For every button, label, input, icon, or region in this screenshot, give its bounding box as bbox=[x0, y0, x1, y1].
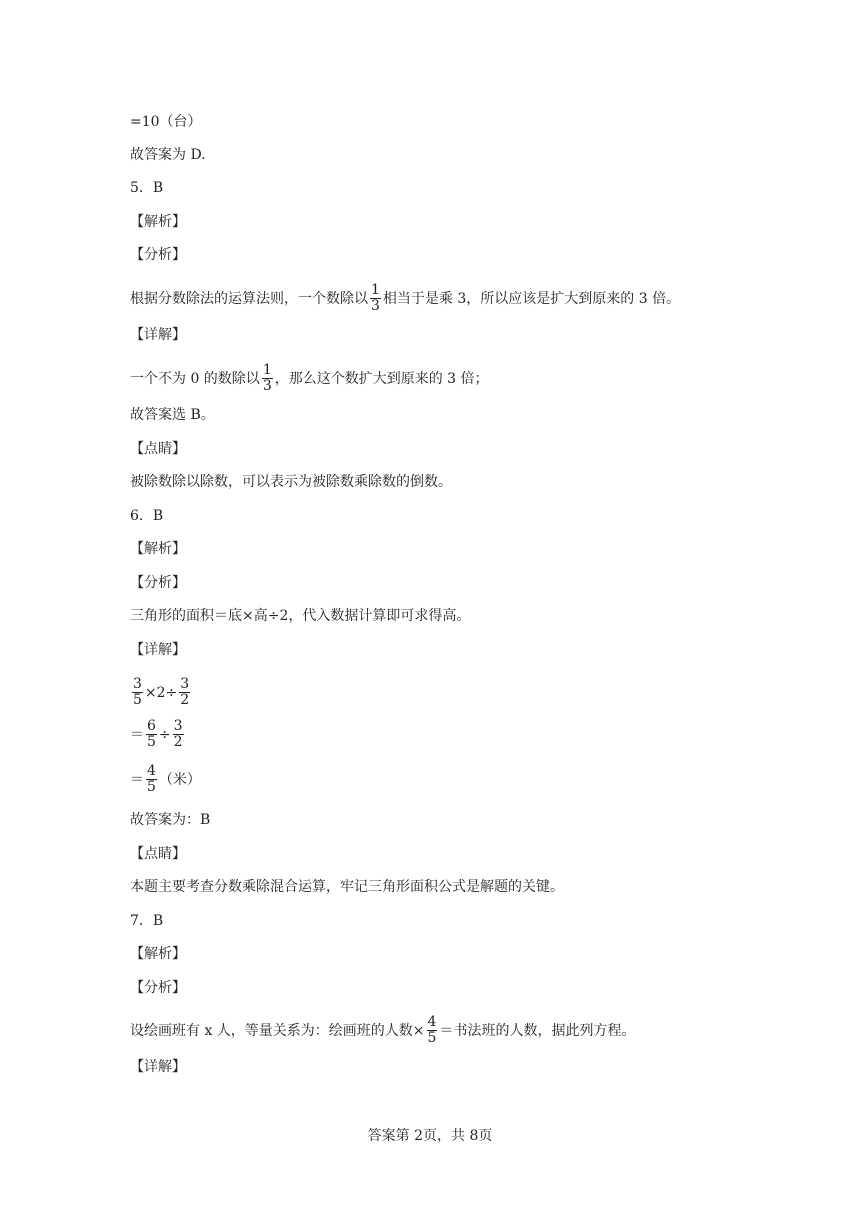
text-line: 被除数除以除数，可以表示为被除数乘除数的倒数。 bbox=[130, 474, 452, 490]
fraction: $\frac{1}{3}$ bbox=[262, 362, 272, 394]
section-heading: 【详解】 bbox=[130, 1059, 186, 1075]
text-line: 故答案选 B。 bbox=[130, 407, 215, 423]
math-line: 根据分数除法的运算法则，一个数除以 $\frac{1}{3}$ 相当于是乘 3，所以应该是扩大到原来的 3 倍。 bbox=[130, 282, 681, 314]
section-heading: 【点睛】 bbox=[130, 441, 186, 457]
fraction: $\frac{3}{5}$ bbox=[133, 676, 142, 708]
math-line: ＝ $\frac{6}{5}$ ÷ $\frac{3}{2}$ bbox=[130, 718, 183, 750]
math-line: 一个不为 0 的数除以 $\frac{1}{3}$ ，那么这个数扩大到原来的 3 倍； bbox=[130, 362, 489, 394]
math-line: ＝ $\frac{4}{5}$ （米） bbox=[130, 763, 201, 795]
page-footer: 答案第 2页，共 8页 bbox=[367, 1128, 493, 1144]
text-line: 故答案为 D. bbox=[130, 147, 206, 163]
section-heading: 【分析】 bbox=[130, 980, 186, 996]
fraction: $\frac{6}{5}$ bbox=[147, 718, 156, 750]
fraction: $\frac{3}{2}$ bbox=[173, 718, 183, 750]
fraction: $\frac{4}{5}$ bbox=[427, 1014, 437, 1046]
fraction: $\frac{4}{5}$ bbox=[147, 763, 156, 795]
fraction: $\frac{1}{3}$ bbox=[371, 282, 380, 314]
question-number: 5．B bbox=[130, 180, 164, 196]
text-line: =10（台） bbox=[130, 114, 202, 130]
text-line: 本题主要考查分数乘除混合运算，牢记三角形面积公式是解题的关键。 bbox=[130, 879, 564, 895]
section-heading: 【详解】 bbox=[130, 642, 186, 658]
section-heading: 【详解】 bbox=[130, 327, 186, 343]
math-line: 设绘画班有 x 人，等量关系为：绘画班的人数× $\frac{4}{5}$ ＝书法班的人数，据此列方程。 bbox=[130, 1014, 636, 1046]
section-heading: 【分析】 bbox=[130, 575, 186, 591]
question-number: 7．B bbox=[130, 913, 164, 929]
text-line: 三角形的面积＝底×高÷2，代入数据计算即可求得高。 bbox=[130, 608, 471, 624]
section-heading: 【分析】 bbox=[130, 247, 186, 263]
math-line: $\frac{3}{5}$ ×2÷ $\frac{3}{2}$ bbox=[133, 676, 190, 708]
section-heading: 【解析】 bbox=[130, 541, 186, 557]
question-number: 6．B bbox=[130, 508, 164, 524]
section-heading: 【解析】 bbox=[130, 946, 186, 962]
section-heading: 【解析】 bbox=[130, 214, 186, 230]
fraction: $\frac{3}{2}$ bbox=[180, 676, 190, 708]
section-heading: 【点睛】 bbox=[130, 846, 186, 862]
text-line: 故答案为：B bbox=[130, 812, 211, 828]
